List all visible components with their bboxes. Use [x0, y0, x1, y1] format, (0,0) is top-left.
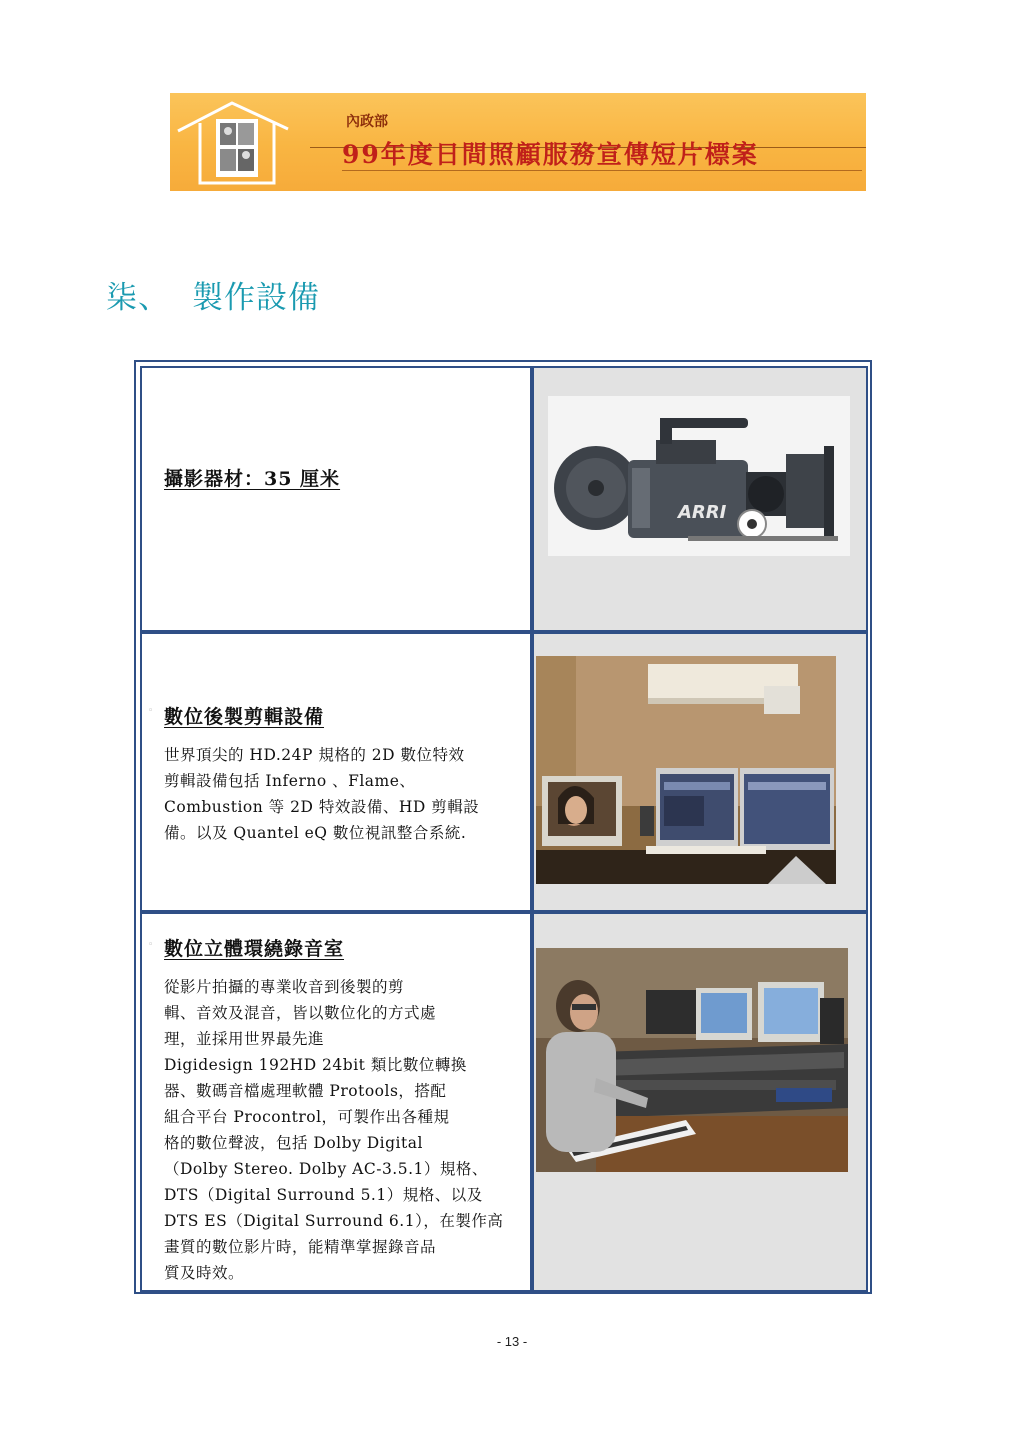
description-line: 理，並採用世界最先進 [164, 1030, 325, 1048]
description-line: 格的數位聲波，包括 Dolby Digital [164, 1134, 423, 1152]
description-line: DTS（Digital Surround 5.1）規格、以及 [164, 1186, 483, 1204]
editing-suite-photo [536, 656, 836, 884]
list-marker: ◦ [148, 940, 154, 950]
equipment-cell-camera [140, 366, 532, 632]
film-camera-photo [548, 396, 850, 556]
section-heading [106, 272, 320, 317]
page-number: - 13 - [496, 1334, 528, 1349]
description-line: 畫質的數位影片時，能精準掌握錄音品 [164, 1238, 437, 1256]
description-line: 剪輯設備包括 Inferno 、Flame、 [164, 772, 416, 790]
equipment-cell-recording [140, 912, 532, 1292]
equipment-photo-cell-camera [532, 366, 868, 632]
description-line: DTS ES（Digital Surround 6.1），在製作高 [164, 1212, 504, 1230]
description-line: 從影片拍攝的專業收音到後製的剪 [164, 978, 405, 996]
item-title-editing: 數位後製剪輯設備 [164, 706, 325, 728]
section-title: 製作設備 [192, 280, 320, 316]
item-title-recording: 數位立體環繞錄音室 [164, 938, 345, 960]
recording-studio-photo [536, 948, 848, 1172]
description-line: Combustion 等 2D 特效設備、HD 剪輯設 [164, 798, 480, 816]
list-marker: ◦ [148, 706, 154, 716]
description-line: 器、數碼音檔處理軟體 Protools，搭配 [164, 1082, 447, 1100]
item-description-editing [164, 742, 516, 846]
description-line: 質及時效。 [164, 1264, 245, 1282]
equipment-cell-editing [140, 632, 532, 912]
banner-title: 99年度日間照顧服務宣傳短片標案 [342, 140, 759, 169]
arri-logo: ARRI [678, 502, 727, 523]
item-title-camera: 攝影器材：35 厘米 [164, 468, 341, 490]
house-logo-icon [170, 93, 310, 191]
section-number: 柒、 [106, 280, 170, 316]
header-banner [170, 93, 866, 191]
description-line: 世界頂尖的 HD.24P 規格的 2D 數位特效 [164, 746, 465, 764]
description-line: 輯、音效及混音，皆以數位化的方式處 [164, 1004, 437, 1022]
description-line: Digidesign 192HD 24bit 類比數位轉換 [164, 1056, 467, 1074]
banner-org: 內政部 [346, 114, 388, 130]
description-line: （Dolby Stereo. Dolby AC-3.5.1）規格、 [164, 1160, 488, 1178]
equipment-photo-cell-editing [532, 632, 868, 912]
description-line: 組合平台 Procontrol，可製作出各種規 [164, 1108, 450, 1126]
equipment-table [134, 360, 872, 1294]
description-line: 備。以及 Quantel eQ 數位視訊整合系統. [164, 824, 467, 842]
item-description-recording [164, 974, 516, 1286]
equipment-photo-cell-recording [532, 912, 868, 1292]
